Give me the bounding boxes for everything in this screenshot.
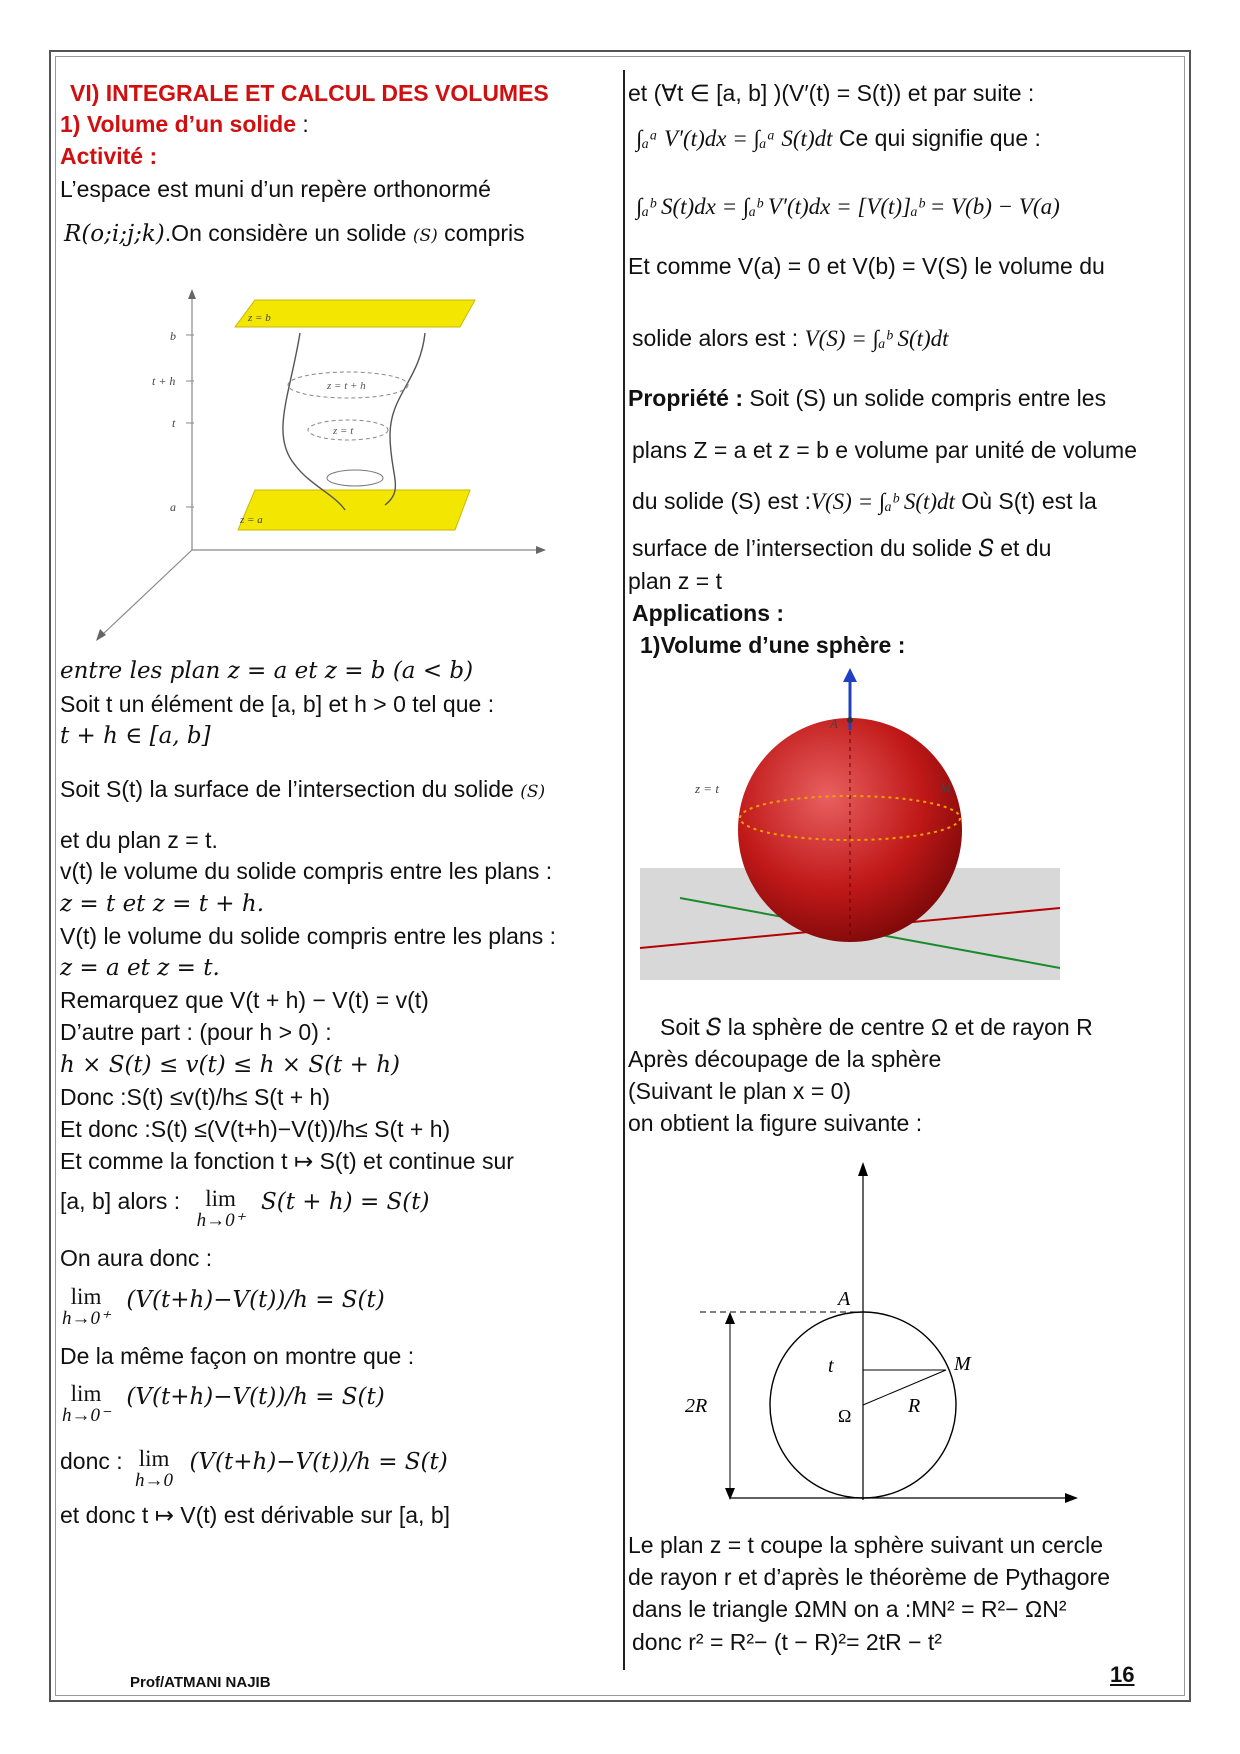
text-space: L’espace est muni d’un repère orthonormé <box>60 176 491 202</box>
text-doncr: donc r² = R²− (t − R)²= 2tR − t² <box>632 1629 942 1655</box>
circle-label-M: M <box>954 1353 971 1375</box>
label-th: t + h <box>152 374 176 388</box>
text-Vt: V(t) le volume du solide compris entre les plans : <box>60 923 556 949</box>
text-entre: entre les plan z = a et z = b (a < b) <box>60 658 474 684</box>
text-solide-alors: solide alors est : V(S) = ∫ₐᵇ S(t)dt <box>632 325 949 351</box>
limit-4: donc : lim h→0 (V(t+h)−V(t))/h = S(t) <box>60 1446 448 1491</box>
property-line1: Propriété : Soit (S) un solide compris entre les <box>628 385 1107 411</box>
limit-3: lim h→0⁻ (V(t+h)−V(t))/h = S(t) <box>62 1381 385 1426</box>
circle-label-t: t <box>828 1355 834 1377</box>
text-apres: Après découpage de la sphère <box>628 1046 942 1072</box>
text-remarquez: Remarquez que V(t + h) − V(t) = v(t) <box>60 987 429 1013</box>
text-Vt2: z = a et z = t. <box>60 955 220 981</box>
text-forall: et (∀t ∈ [a, b] )(V′(t) = S(t)) et par suite : <box>628 80 1035 106</box>
label-t: t <box>172 416 176 430</box>
sphere-figure <box>640 668 1060 980</box>
text-soit-S: Soit S(t) la surface de l’intersection du solide (S) <box>60 776 546 802</box>
page-number: 16 <box>1110 1662 1135 1687</box>
text-onaura: On aura donc : <box>60 1245 213 1271</box>
text-etcomme: Et comme la fonction t ↦ S(t) et continue sur <box>60 1148 514 1174</box>
solid-figure <box>90 285 550 645</box>
label-za: z = a <box>240 514 263 526</box>
formula-int1: ∫ₐᵃ V′(t)dx = ∫ₐᵃ S(t)dt Ce qui signifie que : <box>636 125 1041 151</box>
property-line5: plan z = t <box>628 568 722 594</box>
text-derivable: et donc t ↦ V(t) est dérivable sur [a, b] <box>60 1502 451 1528</box>
circle-label-2R: 2R <box>685 1395 708 1417</box>
circle-figure <box>670 1160 1080 1510</box>
label-zb: z = b <box>248 312 271 324</box>
property-line2: plans Z = a et z = b e volume par unité de volume <box>632 437 1138 463</box>
circle-label-R: R <box>908 1395 921 1417</box>
footer-author: Prof/ATMANI NAJIB <box>130 1674 271 1691</box>
text-dansle: dans le triangle ΩMN on a :MN² = R²− ΩN² <box>632 1596 1067 1622</box>
column-divider <box>623 70 625 1670</box>
text-leplan: Le plan z = t coupe la sphère suivant un cercle <box>628 1532 1103 1558</box>
circle-label-A: A <box>838 1288 851 1310</box>
applications-heading: Applications : <box>632 600 785 626</box>
text-dautre: D’autre part : (pour h > 0) : <box>60 1019 332 1045</box>
text-soit-sphere: Soit 𝑆 la sphère de centre Ω et de rayon R <box>660 1014 1093 1040</box>
text-t-h: t + h ∈ [a, b] <box>60 723 211 749</box>
text-vt2: z = t et z = t + h. <box>60 891 265 917</box>
sphere-label-A: A <box>830 716 838 731</box>
text-vt: v(t) le volume du solide compris entre les plans : <box>60 858 553 884</box>
text-delameme: De la même façon on montre que : <box>60 1343 415 1369</box>
limit-2: lim h→0⁺ (V(t+h)−V(t))/h = S(t) <box>62 1284 385 1329</box>
sphere-label-M: M <box>940 780 951 795</box>
label-b: b <box>170 329 176 343</box>
text-etdonc1: Et donc :S(t) ≤(V(t+h)−V(t))/h≤ S(t + h) <box>60 1116 451 1142</box>
label-zt: z = t <box>333 425 354 437</box>
text-donc1: Donc :S(t) ≤v(t)/h≤ S(t + h) <box>60 1084 330 1110</box>
text-et-plan: et du plan z = t. <box>60 827 218 853</box>
circle-label-omega: Ω <box>838 1406 852 1426</box>
text-onobtient: on obtient la figure suivante : <box>628 1110 923 1136</box>
formula-int2: ∫ₐᵇ S(t)dx = ∫ₐᵇ V′(t)dx = [V(t)]ₐᵇ = V(b) − V(a) <box>636 194 1060 219</box>
text-etcomme-r: Et comme V(a) = 0 et V(b) = V(S) le volume du <box>628 253 1105 279</box>
sphere-label-zt: z = t <box>695 781 719 796</box>
limit-1: [a, b] alors : lim h→0⁺ S(t + h) = S(t) <box>60 1186 430 1231</box>
text-soit-t: Soit t un élément de [a, b] et h > 0 tel que : <box>60 691 495 717</box>
activity-label: Activité : <box>60 143 158 169</box>
text-ineq1: h × S(t) ≤ v(t) ≤ h × S(t + h) <box>60 1052 400 1078</box>
label-zth: z = t + h <box>327 380 366 392</box>
text-repere: R(o;i;j;k).On considère un solide (S) compris <box>64 220 525 247</box>
property-line4: surface de l’intersection du solide 𝑆 et du <box>632 535 1052 561</box>
label-a: a <box>170 500 176 514</box>
text-derayon: de rayon r et d’après le théorème de Pythagore <box>628 1564 1111 1590</box>
section-heading: VI) INTEGRALE ET CALCUL DES VOLUMES <box>70 80 549 106</box>
text-suivant: (Suivant le plan x = 0) <box>628 1078 852 1104</box>
app1-heading: 1)Volume d’une sphère : <box>640 632 906 658</box>
property-line3: du solide (S) est :V(S) = ∫ₐᵇ S(t)dt Où S(t) est la <box>632 488 1097 514</box>
subheading: 1) Volume d’un solide : <box>60 111 309 137</box>
